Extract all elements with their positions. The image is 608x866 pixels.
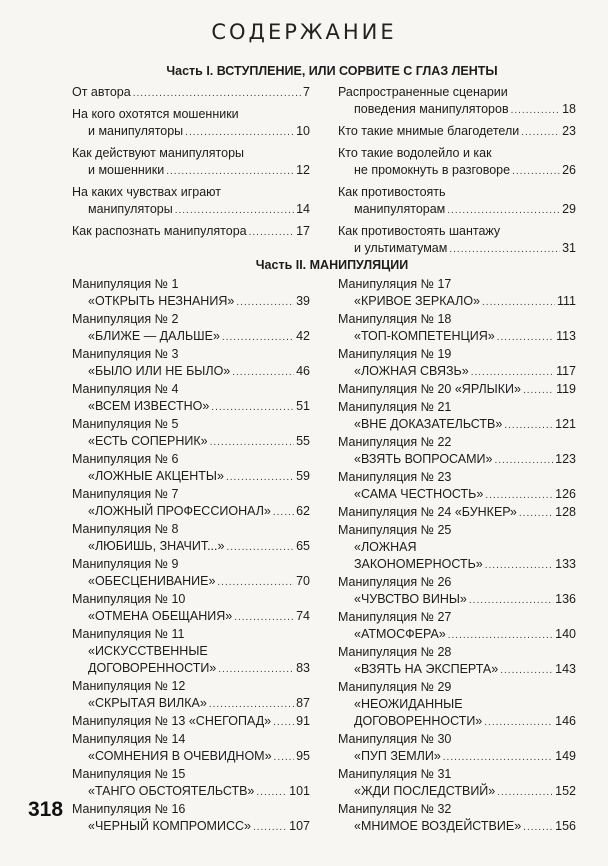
toc-entry: [72, 223, 310, 241]
toc-entry-title: Манипуляция № 1: [72, 277, 179, 291]
toc-entry-final-line: [338, 201, 576, 219]
toc-entry-page: 10: [296, 124, 310, 138]
toc-entry-title: «ВЗЯТЬ ВОПРОСАМИ»: [354, 452, 493, 466]
toc-entry-title: «ИСКУССТВЕННЫЕ: [88, 644, 208, 658]
toc-entry-title: «НЕОЖИДАННЫЕ: [354, 697, 463, 711]
toc-dot-leader: [226, 539, 294, 556]
toc-entry: [72, 346, 310, 381]
toc-dot-leader: [504, 417, 553, 434]
toc-entry-page: 119: [556, 382, 576, 396]
toc-entry-final-line: [72, 713, 310, 731]
toc-entry-final-line: [338, 416, 576, 434]
toc-entry-final-line: [72, 573, 310, 591]
toc-entry-page: 136: [555, 592, 576, 606]
toc-entry-title: Манипуляция № 17: [338, 277, 452, 291]
toc-entry: [72, 311, 310, 346]
toc-entry-page: 7: [303, 85, 310, 99]
toc-entry-title: ДОГОВОРЕННОСТИ»: [88, 661, 217, 675]
toc-dot-leader: [497, 329, 554, 346]
toc-entry-title: Манипуляция № 15: [72, 767, 186, 781]
toc-entry-page: 70: [296, 574, 310, 588]
toc-entry-title: Манипуляция № 21: [338, 400, 452, 414]
toc-entry: [338, 766, 576, 801]
toc-entry-title: «ЛЮБИШЬ, ЗНАЧИТ...»: [88, 539, 225, 553]
toc-entry-page: 46: [296, 364, 310, 378]
toc-entry-title: Манипуляция № 19: [338, 347, 452, 361]
toc-entry-title: Манипуляция № 23: [338, 470, 452, 484]
toc-entry-title: Манипуляция № 12: [72, 679, 186, 693]
toc-entry-page: 51: [296, 399, 310, 413]
toc-entry-title: «АТМОСФЕРА»: [354, 627, 446, 641]
toc-entry-page: 31: [562, 241, 576, 255]
toc-entry: [338, 801, 576, 836]
part-1-heading: Часть I. ВСТУПЛЕНИЕ, ИЛИ СОРВИТЕ С ГЛАЗ ЛЕНТЫ: [166, 64, 498, 78]
toc-dot-leader: [485, 487, 553, 504]
toc-entry-title: Манипуляция № 27: [338, 610, 452, 624]
toc-entry: [72, 678, 310, 713]
toc-dot-leader: [273, 504, 294, 521]
toc-entry-page: 83: [296, 661, 310, 675]
toc-entry-title: «ОТМЕНА ОБЕЩАНИЯ»: [88, 609, 233, 623]
toc-dot-leader: [256, 784, 287, 801]
toc-dot-leader: [249, 224, 294, 241]
toc-entry-final-line: [338, 486, 576, 504]
toc-dot-leader: [494, 452, 553, 469]
toc-entry-page: 111: [556, 294, 576, 308]
toc-entry: [338, 434, 576, 469]
toc-entry-title: Манипуляция № 28: [338, 645, 452, 659]
part-2-right-column: [338, 276, 576, 836]
toc-entry-page: 133: [555, 557, 576, 571]
toc-entry-final-line: [338, 591, 576, 609]
toc-entry-title: Манипуляция № 32: [338, 802, 452, 816]
toc-entry-title: Манипуляция № 6: [72, 452, 179, 466]
toc-entry-page: 140: [555, 627, 576, 641]
toc-entry-title: «БЛИЖЕ — ДАЛЬШЕ»: [88, 329, 220, 343]
toc-dot-leader: [185, 124, 294, 141]
toc-dot-leader: [209, 696, 294, 713]
toc-entry-page: 156: [555, 819, 576, 833]
toc-entry-page: 107: [289, 819, 310, 833]
toc-entry: [72, 145, 310, 180]
toc-entry-page: 121: [555, 417, 576, 431]
toc-entry-title: Манипуляция № 7: [72, 487, 179, 501]
toc-entry-final-line: [338, 451, 576, 469]
toc-dot-leader: [485, 557, 553, 574]
toc-entry-page: 113: [556, 329, 576, 343]
toc-entry-page: 91: [296, 714, 310, 728]
toc-dot-leader: [521, 124, 560, 141]
toc-entry-title: Манипуляция № 8: [72, 522, 179, 536]
toc-entry-page: 23: [562, 124, 576, 138]
toc-entry-title: «ЛОЖНАЯ: [354, 540, 417, 554]
toc-entry-page: 29: [562, 202, 576, 216]
toc-dot-leader: [226, 469, 294, 486]
toc-entry-title: Кто такие водолейло и как: [338, 146, 492, 160]
toc-entry-title: Манипуляция № 9: [72, 557, 179, 571]
toc-entry-title: «БЫЛО ИЛИ НЕ БЫЛО»: [88, 364, 231, 378]
toc-entry-page: 128: [555, 505, 576, 519]
toc-dot-leader: [471, 364, 554, 381]
toc-dot-leader: [500, 662, 553, 679]
page-number: 318: [28, 798, 64, 821]
toc-entry: [338, 84, 576, 119]
toc-entry-title: манипуляторы: [88, 202, 173, 216]
toc-entry-title: Манипуляция № 11: [72, 627, 185, 641]
toc-dot-leader: [175, 202, 294, 219]
part-2-heading: Часть II. МАНИПУЛЯЦИИ: [255, 258, 409, 272]
part-2-left-column: [72, 276, 310, 836]
toc-entry-title: Манипуляция № 26: [338, 575, 452, 589]
toc-entry-page: 126: [555, 487, 576, 501]
toc-dot-leader: [519, 505, 553, 522]
toc-entry-title: «ОТКРЫТЬ НЕЗНАНИЯ»: [88, 294, 235, 308]
toc-entry-title: «СОМНЕНИЯ В ОЧЕВИДНОМ»: [88, 749, 272, 763]
toc-dot-leader: [523, 819, 553, 836]
toc-entry-title: поведения манипуляторов: [354, 102, 509, 116]
toc-dot-leader: [222, 329, 294, 346]
toc-entry-final-line: [72, 695, 310, 713]
toc-entry-title: «ВСЕМ ИЗВЕСТНО»: [88, 399, 210, 413]
toc-dot-leader: [253, 819, 287, 836]
toc-entry-title: «САМА ЧЕСТНОСТЬ»: [354, 487, 484, 501]
toc-entry-page: 146: [555, 714, 576, 728]
toc-entry-page: 18: [562, 102, 576, 116]
toc-dot-leader: [232, 364, 294, 381]
toc-entry: [72, 381, 310, 416]
toc-entry-final-line: [338, 363, 576, 381]
toc-dot-leader: [236, 294, 294, 311]
toc-entry-title: Манипуляция № 16: [72, 802, 186, 816]
toc-entry-final-line: [338, 783, 576, 801]
toc-dot-leader: [218, 661, 294, 678]
toc-entry-title: Манипуляция № 29: [338, 680, 452, 694]
toc-entry-final-line: [72, 660, 310, 678]
toc-entry-title: «ПУП ЗЕМЛИ»: [354, 749, 441, 763]
toc-entry: [72, 276, 310, 311]
toc-entry-final-line: [338, 240, 576, 258]
toc-entry-title: Манипуляция № 31: [338, 767, 452, 781]
toc-entry-title: и мошенники: [88, 163, 165, 177]
toc-entry: [338, 346, 576, 381]
toc-entry-final-line: [72, 748, 310, 766]
toc-entry-title: и ультиматумам: [354, 241, 448, 255]
toc-entry: [338, 223, 576, 258]
toc-entry: [338, 276, 576, 311]
toc-entry-title: Как противостоять: [338, 185, 446, 199]
toc-entry: [338, 609, 576, 644]
toc-entry-page: 55: [296, 434, 310, 448]
toc-entry-final-line: [338, 504, 576, 522]
toc-entry-final-line: [72, 608, 310, 626]
toc-entry-page: 26: [562, 163, 576, 177]
toc-dot-leader: [274, 749, 295, 766]
toc-entry-title: Распространенные сценарии: [338, 85, 508, 99]
toc-entry-page: 123: [555, 452, 576, 466]
part-1-left-column: [72, 84, 310, 245]
toc-entry: [338, 504, 576, 522]
toc-entry-title: «ОБЕСЦЕНИВАНИЕ»: [88, 574, 216, 588]
toc-entry-title: «ЕСТЬ СОПЕРНИК»: [88, 434, 208, 448]
toc-entry-final-line: [338, 713, 576, 731]
toc-entry-title: Кто такие мнимые благодетели: [338, 124, 520, 138]
toc-entry-final-line: [72, 293, 310, 311]
toc-dot-leader: [447, 202, 560, 219]
toc-entry-title: Манипуляция № 18: [338, 312, 452, 326]
toc-entry: [72, 766, 310, 801]
toc-entry-title: Манипуляция № 5: [72, 417, 179, 431]
toc-entry-title: Как распознать манипулятора: [72, 224, 247, 238]
toc-entry: [72, 731, 310, 766]
toc-entry-title: «ТАНГО ОБСТОЯТЕЛЬСТВ»: [88, 784, 255, 798]
toc-entry: [338, 381, 576, 399]
toc-entry-page: 87: [296, 696, 310, 710]
toc-entry: [72, 801, 310, 836]
toc-entry-final-line: [72, 398, 310, 416]
toc-entry: [338, 574, 576, 609]
toc-entry: [72, 84, 310, 102]
toc-entry: [72, 416, 310, 451]
toc-entry-final-line: [338, 293, 576, 311]
toc-entry-final-line: [338, 101, 576, 119]
toc-entry-title: «ЧУВСТВО ВИНЫ»: [354, 592, 467, 606]
toc-entry-page: 117: [556, 364, 576, 378]
toc-entry-title: На каких чувствах играют: [72, 185, 222, 199]
toc-entry-final-line: [72, 328, 310, 346]
toc-dot-leader: [217, 574, 294, 591]
toc-entry: [338, 731, 576, 766]
toc-entry-title: Манипуляция № 10: [72, 592, 186, 606]
toc-entry-page: 65: [296, 539, 310, 553]
toc-entry-final-line: [72, 201, 310, 219]
toc-entry-page: 12: [296, 163, 310, 177]
toc-entry-title: От автора: [72, 85, 131, 99]
toc-entry: [338, 469, 576, 504]
toc-dot-leader: [448, 627, 553, 644]
toc-entry: [338, 123, 576, 141]
toc-entry-page: 39: [296, 294, 310, 308]
toc-entry-title: «ЖДИ ПОСЛЕДСТВИЙ»: [354, 784, 496, 798]
toc-entry: [72, 626, 310, 678]
toc-dot-leader: [484, 714, 553, 731]
toc-entry: [338, 311, 576, 346]
toc-entry-title: Манипуляция № 14: [72, 732, 186, 746]
toc-entry: [72, 486, 310, 521]
toc-entry-final-line: [72, 818, 310, 836]
toc-dot-leader: [234, 609, 294, 626]
toc-entry: [338, 644, 576, 679]
toc-entry-page: 101: [289, 784, 310, 798]
toc-dot-leader: [511, 102, 561, 119]
toc-entry: [72, 106, 310, 141]
toc-entry-page: 14: [296, 202, 310, 216]
toc-dot-leader: [211, 399, 294, 416]
toc-entry-final-line: [338, 123, 576, 141]
toc-entry-title: Манипуляция № 25: [338, 523, 452, 537]
toc-entry-title: «МНИМОЕ ВОЗДЕЙСТВИЕ»: [354, 819, 522, 833]
toc-dot-leader: [512, 163, 560, 180]
toc-dot-leader: [523, 382, 554, 399]
toc-entry-page: 149: [555, 749, 576, 763]
toc-entry-title: манипуляторам: [354, 202, 446, 216]
toc-entry-page: 17: [296, 224, 310, 238]
toc-entry-title: «ЛОЖНАЯ СВЯЗЬ»: [354, 364, 469, 378]
toc-entry-final-line: [72, 84, 310, 102]
toc-entry-title: Как действуют манипуляторы: [72, 146, 245, 160]
toc-entry-final-line: [338, 556, 576, 574]
toc-entry-title: Манипуляция № 3: [72, 347, 179, 361]
toc-entry-page: 59: [296, 469, 310, 483]
toc-entry-title: ЗАКОНОМЕРНОСТЬ»: [354, 557, 483, 571]
toc-dot-leader: [497, 784, 553, 801]
toc-entry-page: 143: [555, 662, 576, 676]
toc-entry-final-line: [72, 223, 310, 241]
toc-entry-final-line: [72, 783, 310, 801]
toc-entry-page: 42: [296, 329, 310, 343]
toc-entry-title: «ЧЕРНЫЙ КОМПРОМИСС»: [88, 819, 251, 833]
toc-entry-title: ДОГОВОРЕННОСТИ»: [354, 714, 483, 728]
toc-entry-page: 62: [296, 504, 310, 518]
toc-entry-title: «СКРЫТАЯ ВИЛКА»: [88, 696, 207, 710]
toc-entry: [72, 556, 310, 591]
toc-entry-final-line: [72, 433, 310, 451]
toc-entry-title: не промокнуть в разговоре: [354, 163, 511, 177]
toc-entry-title: «ЛОЖНЫЙ ПРОФЕССИОНАЛ»: [88, 504, 271, 518]
toc-entry-final-line: [72, 123, 310, 141]
toc-entry: [72, 521, 310, 556]
toc-dot-leader: [443, 749, 553, 766]
toc-entry-title: Как противостоять шантажу: [338, 224, 501, 238]
toc-dot-leader: [166, 163, 294, 180]
toc-entry-final-line: [72, 538, 310, 556]
toc-entry-title: Манипуляция № 4: [72, 382, 179, 396]
toc-dot-leader: [273, 714, 294, 731]
toc-entry-title: Манипуляция № 20 «ЯРЛЫКИ»: [338, 382, 521, 396]
toc-entry: [338, 522, 576, 574]
toc-dot-leader: [469, 592, 553, 609]
toc-entry-title: Манипуляция № 24 «БУНКЕР»: [338, 505, 517, 519]
toc-dot-leader: [449, 241, 560, 258]
part-1-right-column: [338, 84, 576, 262]
toc-entry-final-line: [72, 503, 310, 521]
toc-entry: [72, 451, 310, 486]
toc-entry-title: и манипуляторы: [88, 124, 184, 138]
toc-entry-final-line: [338, 381, 576, 399]
toc-entry: [338, 679, 576, 731]
toc-entry-title: «ТОП-КОМПЕТЕНЦИЯ»: [354, 329, 495, 343]
toc-entry: [338, 399, 576, 434]
toc-entry-title: Манипуляция № 13 «СНЕГОПАД»: [72, 714, 272, 728]
toc-entry-final-line: [338, 328, 576, 346]
toc-entry-final-line: [72, 162, 310, 180]
toc-entry-final-line: [338, 626, 576, 644]
toc-entry-final-line: [338, 818, 576, 836]
page-title: СОДЕРЖАНИЕ: [211, 20, 397, 44]
toc-dot-leader: [482, 294, 555, 311]
toc-entry-title: На кого охотятся мошенники: [72, 107, 239, 121]
toc-entry-title: Манипуляция № 22: [338, 435, 452, 449]
toc-entry: [72, 184, 310, 219]
toc-entry-final-line: [72, 468, 310, 486]
toc-entry-title: Манипуляция № 30: [338, 732, 452, 746]
toc-entry-title: «КРИВОЕ ЗЕРКАЛО»: [354, 294, 481, 308]
toc-entry-page: 95: [296, 749, 310, 763]
toc-entry-final-line: [338, 748, 576, 766]
toc-dot-leader: [133, 85, 301, 102]
toc-entry-title: «ЛОЖНЫЕ АКЦЕНТЫ»: [88, 469, 224, 483]
toc-entry: [72, 591, 310, 626]
toc-entry: [338, 184, 576, 219]
toc-entry-title: Манипуляция № 2: [72, 312, 179, 326]
toc-dot-leader: [210, 434, 295, 451]
toc-entry: [338, 145, 576, 180]
toc-entry-final-line: [338, 162, 576, 180]
toc-entry-title: «ВНЕ ДОКАЗАТЕЛЬСТВ»: [354, 417, 503, 431]
toc-entry-page: 152: [555, 784, 576, 798]
toc-entry-final-line: [72, 363, 310, 381]
toc-entry-title: «ВЗЯТЬ НА ЭКСПЕРТА»: [354, 662, 499, 676]
toc-entry-final-line: [338, 661, 576, 679]
toc-entry: [72, 713, 310, 731]
toc-entry-page: 74: [296, 609, 310, 623]
